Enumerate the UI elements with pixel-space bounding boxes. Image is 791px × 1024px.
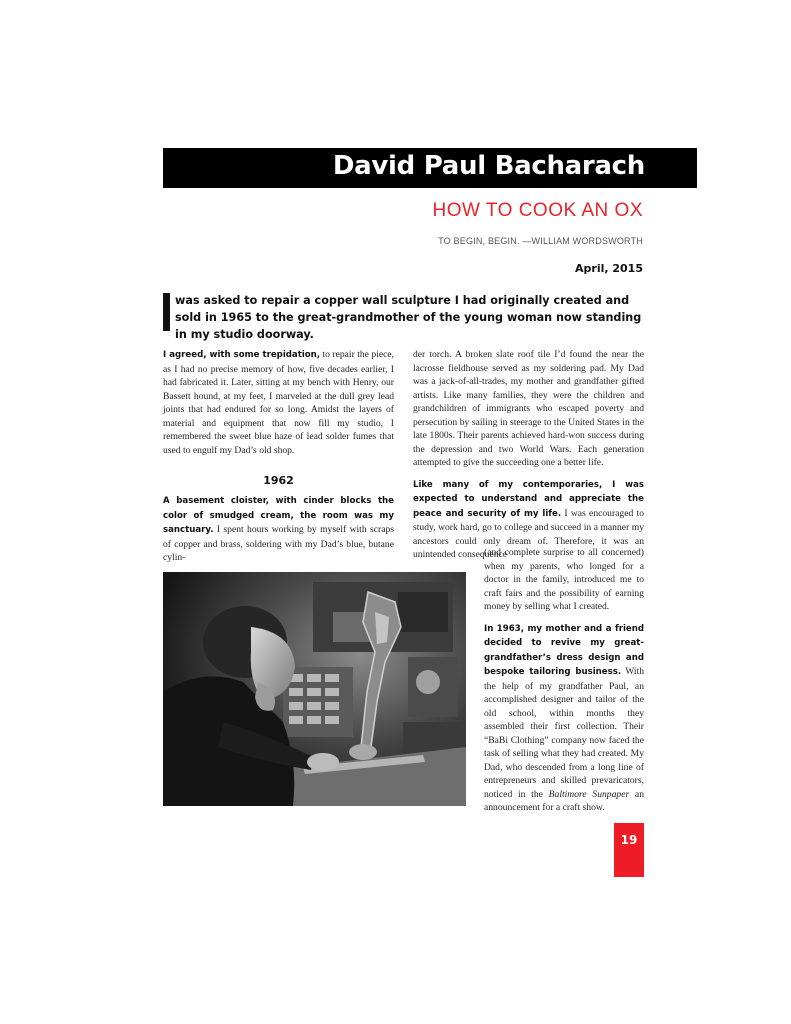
section-heading: 1962 [263, 474, 294, 487]
paragraph-text: der torch. A broken slate roof tile I’d found the near the lacrosse fieldhouse served as my soldering pad. My Dad was a jack-of-all-trades, my mother and grandfather gifted artists. Like many families, they were the children and grandchildren of immigrants who escaped poverty and persecution by sailing in steerage to the United States in the late 1800s. Their parents achieved hard-won success during the depression and two World Wars. Each generation attempted to give the succeeding one a better life. [413, 349, 644, 468]
column-right [413, 348, 644, 562]
paragraph [484, 546, 644, 614]
photo-artisan-at-workbench [163, 572, 466, 806]
paragraph-text: (and complete surprise to all concerned) when my parents, who longed for a doctor in the family, introduced me to craft fairs and the possibility of earning money by selling what I created. [484, 547, 644, 612]
newspaper-name: Baltimore Sunpaper [548, 788, 630, 800]
lead-paragraph: was asked to repair a copper wall sculpture I had originally created and sold in 1965 to the great-grandmother of the young woman now standing in my studio doorway. [175, 294, 642, 341]
column-left-lower [163, 494, 394, 565]
drop-cap-bar [163, 293, 170, 331]
page-number: 19 [620, 833, 638, 847]
author-name: David Paul Bacharach [332, 151, 645, 181]
paragraph-text: With the help of my grandfather Paul, an accomplished designer and tailor of the old school, within months they assembled their first collection. Their “BaBi Clothing” company now faced the task of selling what they had created. My Dad, who descended from a long line of entrepreneurs and skilled prevaricators, noticed in the [484, 666, 644, 800]
paragraph-lead-in: A basement cloister, with cinder blocks the color of smudged cream, the room was my sanctuary. [163, 496, 394, 535]
column-left [163, 348, 394, 457]
column-right-lower [484, 546, 644, 815]
paragraph-lead-in: In 1963, my mother and a friend decided to revive my great-grandfather’s dress design and bespoke tailoring business. [484, 623, 644, 677]
paragraph-text: an announcement for a craft show. [484, 788, 644, 813]
page-number-tab [614, 823, 644, 877]
paragraph [163, 494, 394, 565]
title-bar [163, 148, 697, 188]
paragraph [413, 348, 644, 470]
paragraph-text: to repair the piece, as I had no precise memory of how, five decades earlier, I had fabricated it. Later, sitting at my bench with Henry, our Bassett hound, at my feet, I marveled at the dull grey lead joints that had endured for so long. Amidst the layers of material and equipment that now fill my studio, I remembered the sweet blue haze of lead solder fumes that used to engulf my Dad’s old shop. [163, 349, 394, 456]
paragraph-lead-in: Like many of my contemporaries, I was expected to understand and appreciate the peace and security of my life. [413, 479, 644, 519]
paragraph-text: I was encouraged to study, work hard, go to college and succeed in a manner my ancestors could only dream of. Therefore, it was an unintended consequence [413, 507, 645, 560]
paragraph [163, 348, 394, 457]
article-title: HOW TO COOK AN OX [432, 200, 643, 221]
paragraph-text: I spent hours working by myself with scraps of copper and brass, soldering with my Dad’s blue, butane cylin- [163, 524, 394, 563]
paragraph-lead-in: I agreed, with some trepidation, [163, 350, 321, 360]
epigraph: TO BEGIN, BEGIN. —WILLIAM WORDSWORTH [438, 236, 643, 246]
article-date: April, 2015 [575, 262, 643, 275]
paragraph [484, 622, 644, 815]
